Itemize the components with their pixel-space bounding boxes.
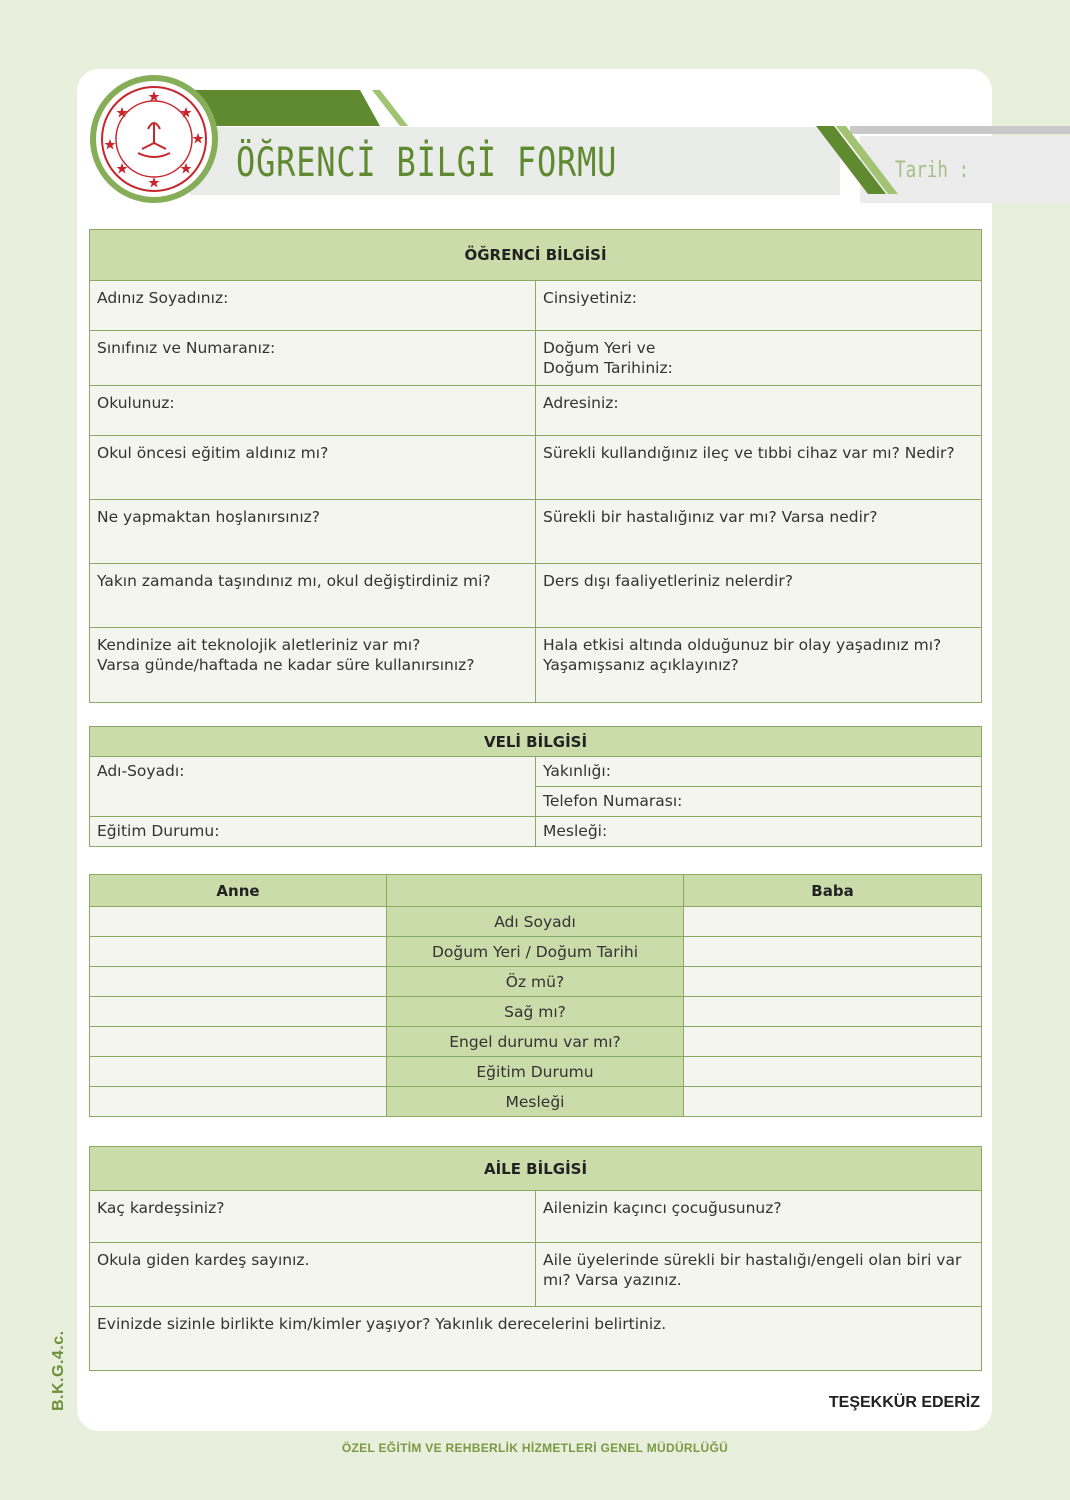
parent-row-label: Adı Soyadı: [387, 907, 684, 937]
guardian-job-field[interactable]: Mesleği:: [536, 817, 982, 847]
ministry-logo: [90, 75, 218, 203]
guardian-education-field[interactable]: Eğitim Durumu:: [90, 817, 536, 847]
mother-disability-cell[interactable]: [90, 1027, 387, 1057]
parents-table: [89, 874, 982, 1117]
father-education-cell[interactable]: [684, 1057, 982, 1087]
thanks-text: TEŞEKKÜR EDERİZ: [828, 1394, 980, 1411]
mother-education-cell[interactable]: [90, 1057, 387, 1087]
hobbies-field[interactable]: Ne yapmaktan hoşlanırsınız?: [90, 500, 536, 564]
school-field[interactable]: Okulunuz:: [90, 386, 536, 436]
parent-row-label: Engel durumu var mı?: [387, 1027, 684, 1057]
guardian-relation-field[interactable]: Yakınlığı:: [536, 757, 982, 787]
siblings-count-field[interactable]: Kaç kardeşsiniz?: [90, 1191, 536, 1243]
mother-column-header: Anne: [90, 875, 387, 907]
illness-field[interactable]: Sürekli bir hastalığınız var mı? Varsa nedir?: [536, 500, 982, 564]
parent-row-label: Doğum Yeri / Doğum Tarihi: [387, 937, 684, 967]
family-info-heading: AİLE BİLGİSİ: [90, 1147, 982, 1191]
guardian-phone-field[interactable]: Telefon Numarası:: [536, 787, 982, 817]
moved-field[interactable]: Yakın zamanda taşındınız mı, okul değiştirdiniz mi?: [90, 564, 536, 628]
preschool-field[interactable]: Okul öncesi eğitim aldınız mı?: [90, 436, 536, 500]
family-illness-field[interactable]: Aile üyelerinde sürekli bir hastalığı/engeli olan biri var mı? Varsa yazınız.: [536, 1243, 982, 1307]
mother-job-cell[interactable]: [90, 1087, 387, 1117]
father-column-header: Baba: [684, 875, 982, 907]
father-biological-cell[interactable]: [684, 967, 982, 997]
class-number-field[interactable]: Sınıfınız ve Numaranız:: [90, 331, 536, 386]
father-job-cell[interactable]: [684, 1087, 982, 1117]
mother-biological-cell[interactable]: [90, 967, 387, 997]
father-name-cell[interactable]: [684, 907, 982, 937]
event-field[interactable]: Hala etkisi altında olduğunuz bir olay yaşadınız mı? Yaşamışsanız açıklayınız?: [536, 628, 982, 703]
ministry-seal-icon: [98, 83, 210, 195]
date-label[interactable]: Tarih :: [895, 158, 970, 183]
student-info-table: [89, 229, 982, 703]
header-green-tab: [190, 90, 380, 126]
form-title: ÖĞRENCİ BİLGİ FORMU: [236, 140, 618, 186]
medication-field[interactable]: Sürekli kullandığınız ileç ve tıbbi cihaz var mı? Nedir?: [536, 436, 982, 500]
header-grey-strip: [850, 126, 1070, 134]
parent-row-label: Eğitim Durumu: [387, 1057, 684, 1087]
birth-order-field[interactable]: Ailenizin kaçıncı çocuğusunuz?: [536, 1191, 982, 1243]
address-field[interactable]: Adresiniz:: [536, 386, 982, 436]
school-siblings-field[interactable]: Okula giden kardeş sayınız.: [90, 1243, 536, 1307]
footer-organization: ÖZEL EĞİTİM VE REHBERLİK HİZMETLERİ GENEL MÜDÜRLÜĞÜ: [341, 1441, 729, 1455]
household-field[interactable]: Evinizde sizinle birlikte kim/kimler yaşıyor? Yakınlık derecelerini belirtiniz.: [90, 1307, 982, 1371]
activities-field[interactable]: Ders dışı faaliyetleriniz nelerdir?: [536, 564, 982, 628]
gender-field[interactable]: Cinsiyetiniz:: [536, 281, 982, 331]
father-disability-cell[interactable]: [684, 1027, 982, 1057]
name-field[interactable]: Adınız Soyadınız:: [90, 281, 536, 331]
guardian-info-table: [89, 726, 982, 847]
family-info-table: [89, 1146, 982, 1371]
father-birth-cell[interactable]: [684, 937, 982, 967]
guardian-name-field[interactable]: Adı-Soyadı:: [90, 757, 536, 817]
mother-birth-cell[interactable]: [90, 937, 387, 967]
birth-field[interactable]: Doğum Yeri ve Doğum Tarihiniz:: [536, 331, 982, 386]
mother-name-cell[interactable]: [90, 907, 387, 937]
form-code: B.K.G.4.c.: [50, 1330, 67, 1411]
guardian-info-heading: VELİ BİLGİSİ: [90, 727, 982, 757]
mother-alive-cell[interactable]: [90, 997, 387, 1027]
technology-field[interactable]: Kendinize ait teknolojik aletleriniz var mı? Varsa günde/haftada ne kadar süre kullanırsınız?: [90, 628, 536, 703]
parents-label-header: [387, 875, 684, 907]
father-alive-cell[interactable]: [684, 997, 982, 1027]
parent-row-label: Öz mü?: [387, 967, 684, 997]
parent-row-label: Mesleği: [387, 1087, 684, 1117]
student-info-heading: ÖĞRENCİ BİLGİSİ: [90, 230, 982, 281]
parent-row-label: Sağ mı?: [387, 997, 684, 1027]
